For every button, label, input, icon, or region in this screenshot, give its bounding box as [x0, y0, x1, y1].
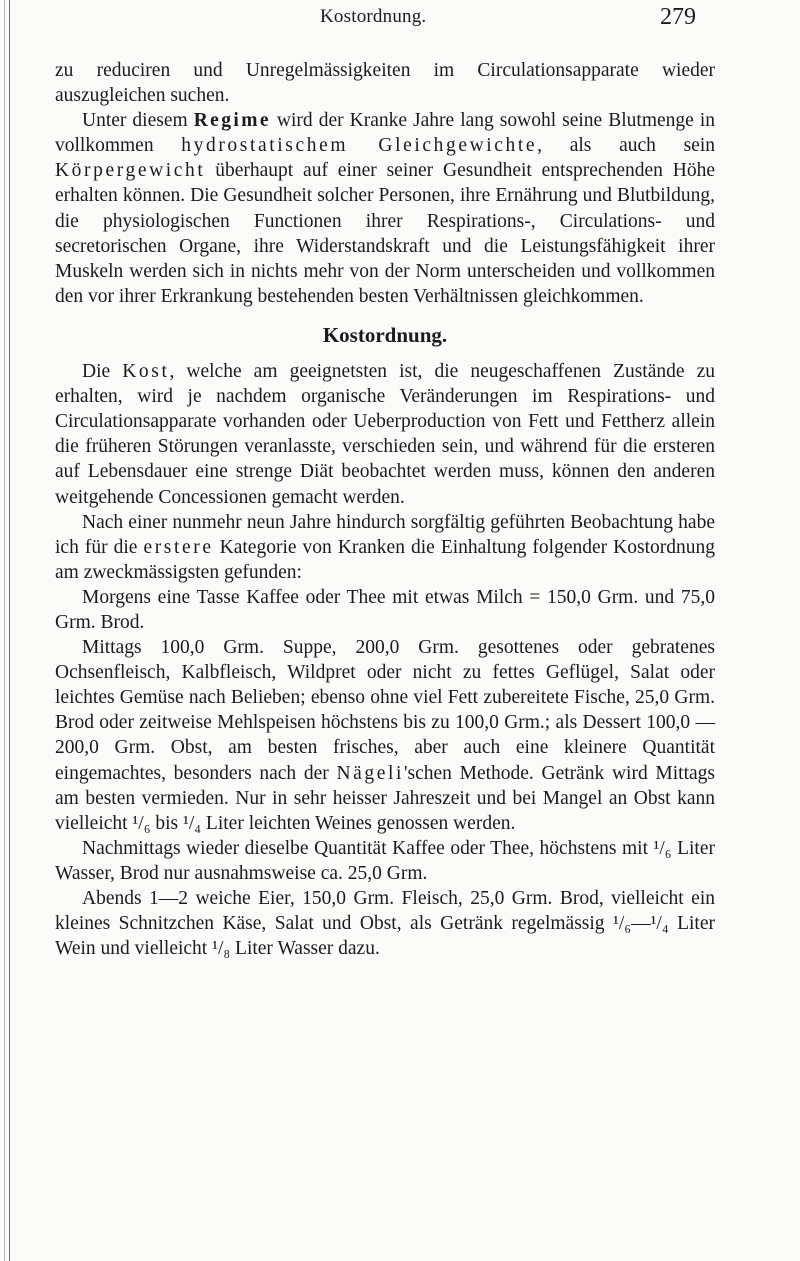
paragraph-text: zu reduciren und Unregelmässigkeiten im Circulationsapparate wieder auszugleichen suchen. — [55, 60, 715, 107]
text-run: überhaupt auf einer seiner Gesundheit entsprechenden Höhe erhalten können. Die Gesundheit solcher Personen, ihre Ernährung und Blutbildung, die physiologischen Functionen ihrer Respirations-, Circulations- und secretorischen Organe, ihre Widerstandskraft und die Leistungsfähigkeit ihrer Muskeln werden sich in nichts mehr von der Norm unterscheiden und vollkommen den vor ihrer Erkrankung bestehenden besten Verhältnissen gleichkommen. — [55, 160, 715, 307]
paragraph-evening — [55, 886, 715, 961]
text-run: 'schen Methode. Getränk wird Mittags am besten vermieden. Nur in sehr heisser Jahreszeit und bei Mangel an Obst kann vielleicht ¹/₆ bis ¹/₄ Liter leichten Weines genossen werden. — [55, 762, 715, 834]
paragraph-text: Abends 1—2 weiche Eier, 150,0 Grm. Fleisch, 25,0 Grm. Brod, vielleicht ein kleines Schnitzchen Käse, Salat und Obst, als Getränk regelmässig ¹/₆—¹/₄ Liter Wein und vielleicht ¹/₈ Liter Wasser dazu. — [55, 888, 715, 960]
emphasis-hydrostatic: hydrostatischem Gleichgewichte — [181, 135, 538, 157]
emphasis-regime: Regime — [193, 110, 271, 132]
paragraph-intro-continuation — [55, 58, 715, 108]
paragraph-kost — [55, 359, 715, 510]
body-text — [55, 58, 715, 961]
paragraph-observation — [55, 510, 715, 585]
running-head: Kostordnung. — [320, 6, 427, 27]
text-run: Kategorie von Kranken die Einhaltung folgender Kostordnung am zweckmässigsten gefunden: — [55, 536, 715, 583]
text-run: , welche am geeignetsten ist, die neugeschaffenen Zustände zu erhalten, wird je nachdem organische Veränderungen im Respirations- und Circulationsapparate vorhanden oder Ueberproduction von Fett und Fettherz allein die früheren Störungen veranlasste, verschieden sein, und während für die ersteren auf Lebensdauer eine strenge Diät beobachtet werden muss, können den anderen weitgehende Concessionen gemacht werden. — [55, 361, 715, 508]
text-run: , als auch sein — [537, 135, 716, 157]
paragraph-afternoon — [55, 836, 715, 886]
page-number: 279 — [660, 4, 696, 30]
paragraph-text: Morgens eine Tasse Kaffee oder Thee mit etwas Milch = 150,0 Grm. und 75,0 Grm. Brod. — [55, 586, 715, 633]
paragraph-midday — [55, 635, 715, 836]
emphasis-erstere: erstere — [143, 536, 214, 558]
emphasis-kost: Kost — [122, 361, 170, 383]
paragraph-regime — [55, 108, 715, 309]
paragraph-morning — [55, 585, 715, 635]
emphasis-body-weight: Körpergewicht — [55, 160, 206, 182]
text-run: Nach einer nunmehr neun Jahre hindurch sorgfältig geführten Beobachtung habe ich für die — [55, 511, 715, 558]
section-heading: Kostordnung. — [322, 322, 448, 347]
text-run: wird der Kranke Jahre lang sowohl seine Blutmenge in vollkommen — [55, 110, 715, 157]
paragraph-text: Nachmittags wieder dieselbe Quantität Kaffee oder Thee, höchstens mit ¹/₆ Liter Wasser, Brod nur ausnahmsweise ca. 25,0 Grm. — [55, 837, 715, 884]
text-run: Unter diesem — [82, 110, 194, 132]
page-edge-line — [9, 0, 10, 1261]
text-run: Mittags 100,0 Grm. Suppe, 200,0 Grm. gesottenes oder gebratenes Ochsenfleisch, Kalbfleisch, Wildpret oder nicht zu fettes Geflügel, Salat oder leichtes Gemüse nach Belieben; ebenso ohne viel Fett zubereitete Fische, 25,0 Grm. Brod oder zeitweise Mehlspeisen höchstens bis zu 100,0 Grm.; als Dessert 100,0 — 200,0 Grm. Obst, am besten frisches, aber auch eine kleinere Quantität eingemachtes, besonders nach der — [55, 637, 715, 784]
text-run: Die — [82, 361, 123, 383]
emphasis-naegeli: Nägeli — [336, 762, 405, 784]
page-header — [0, 0, 800, 44]
page-edge-shadow — [4, 0, 5, 1261]
